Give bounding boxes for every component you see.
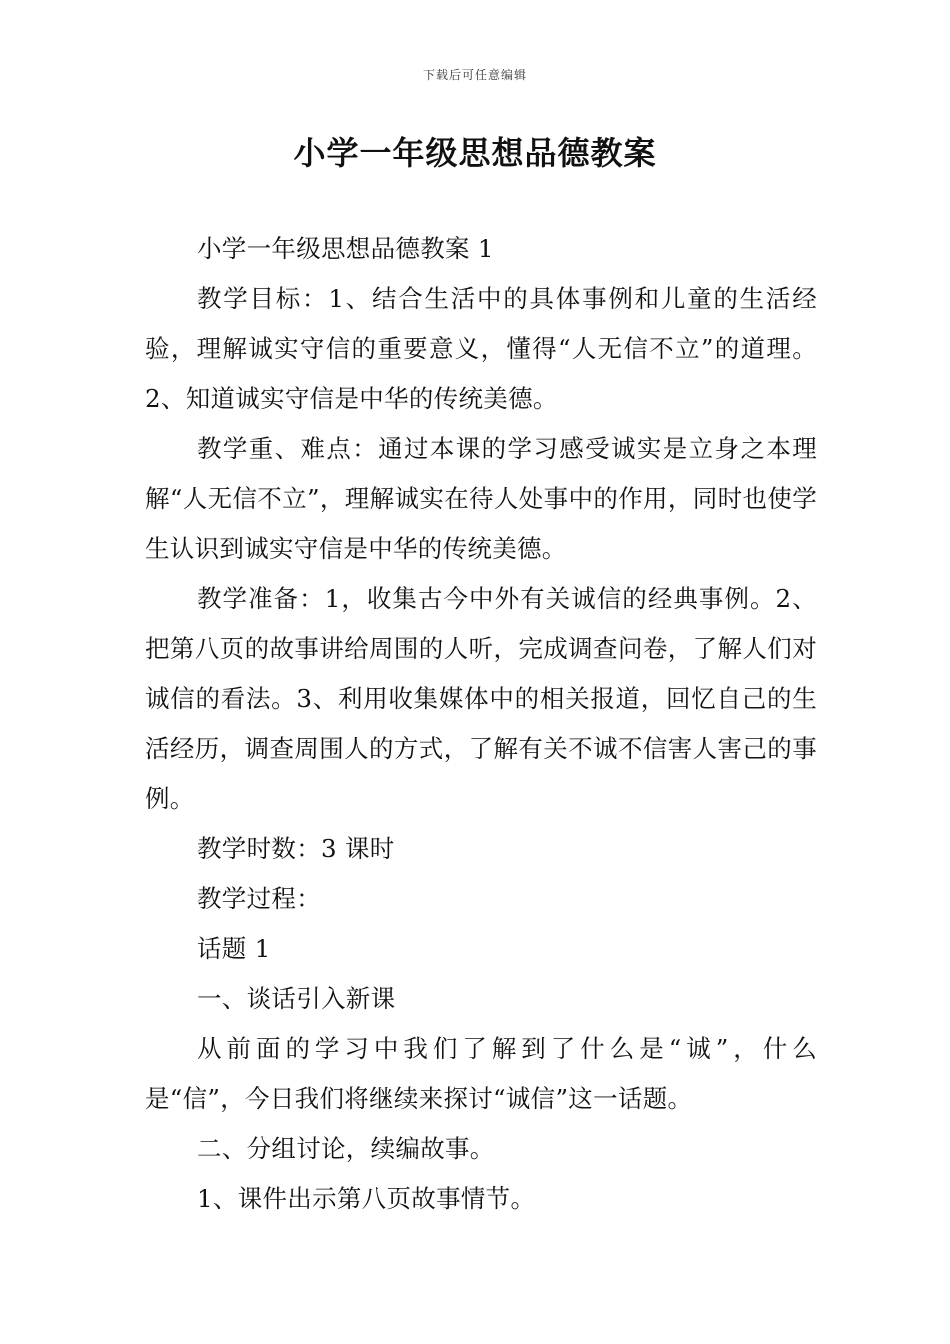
header-note: 下载后可任意编辑 [422,68,527,82]
topic-heading: 话题 1 [197,934,271,963]
step-two-heading: 二、分组讨论，续编故事。 [197,1134,495,1163]
step-one-heading: 一、谈话引入新课 [197,984,396,1013]
preparation-paragraph: 教学准备：1，收集古今中外有关诚信的经典事例。2、把第八页的故事讲给周围的人听，完成调查问卷，了解人们对诚信的看法。3、利用收集媒体中的相关报道，回忆自己的生活经历，调查周围人的方式，了解有关不诚不信害人害己的事例。 [145,584,817,813]
courseware-paragraph: 1、课件出示第八页故事情节。 [197,1184,536,1213]
class-hours-paragraph: 教学时数：3 课时 [197,834,395,863]
intro-paragraph: 从前面的学习中我们了解到了什么是“诚”，什么是“信”，今日我们将继续来探讨“诚信”这一话题。 [145,1034,817,1113]
document-body [145,224,817,1224]
key-points-paragraph: 教学重、难点：通过本课的学习感受诚实是立身之本理解“人无信不立”，理解诚实在待人处事中的作用，同时也使学生认识到诚实守信是中华的传统美德。 [145,434,817,563]
section-heading: 小学一年级思想品德教案 1 [197,234,494,263]
teaching-goals-paragraph: 教学目标：1、结合生活中的具体事例和儿童的生活经验，理解诚实守信的重要意义，懂得“人无信不立”的道理。2、知道诚实守信是中华的传统美德。 [145,284,817,413]
process-heading: 教学过程： [197,884,321,913]
document-title: 小学一年级思想品德教案 [293,134,657,172]
